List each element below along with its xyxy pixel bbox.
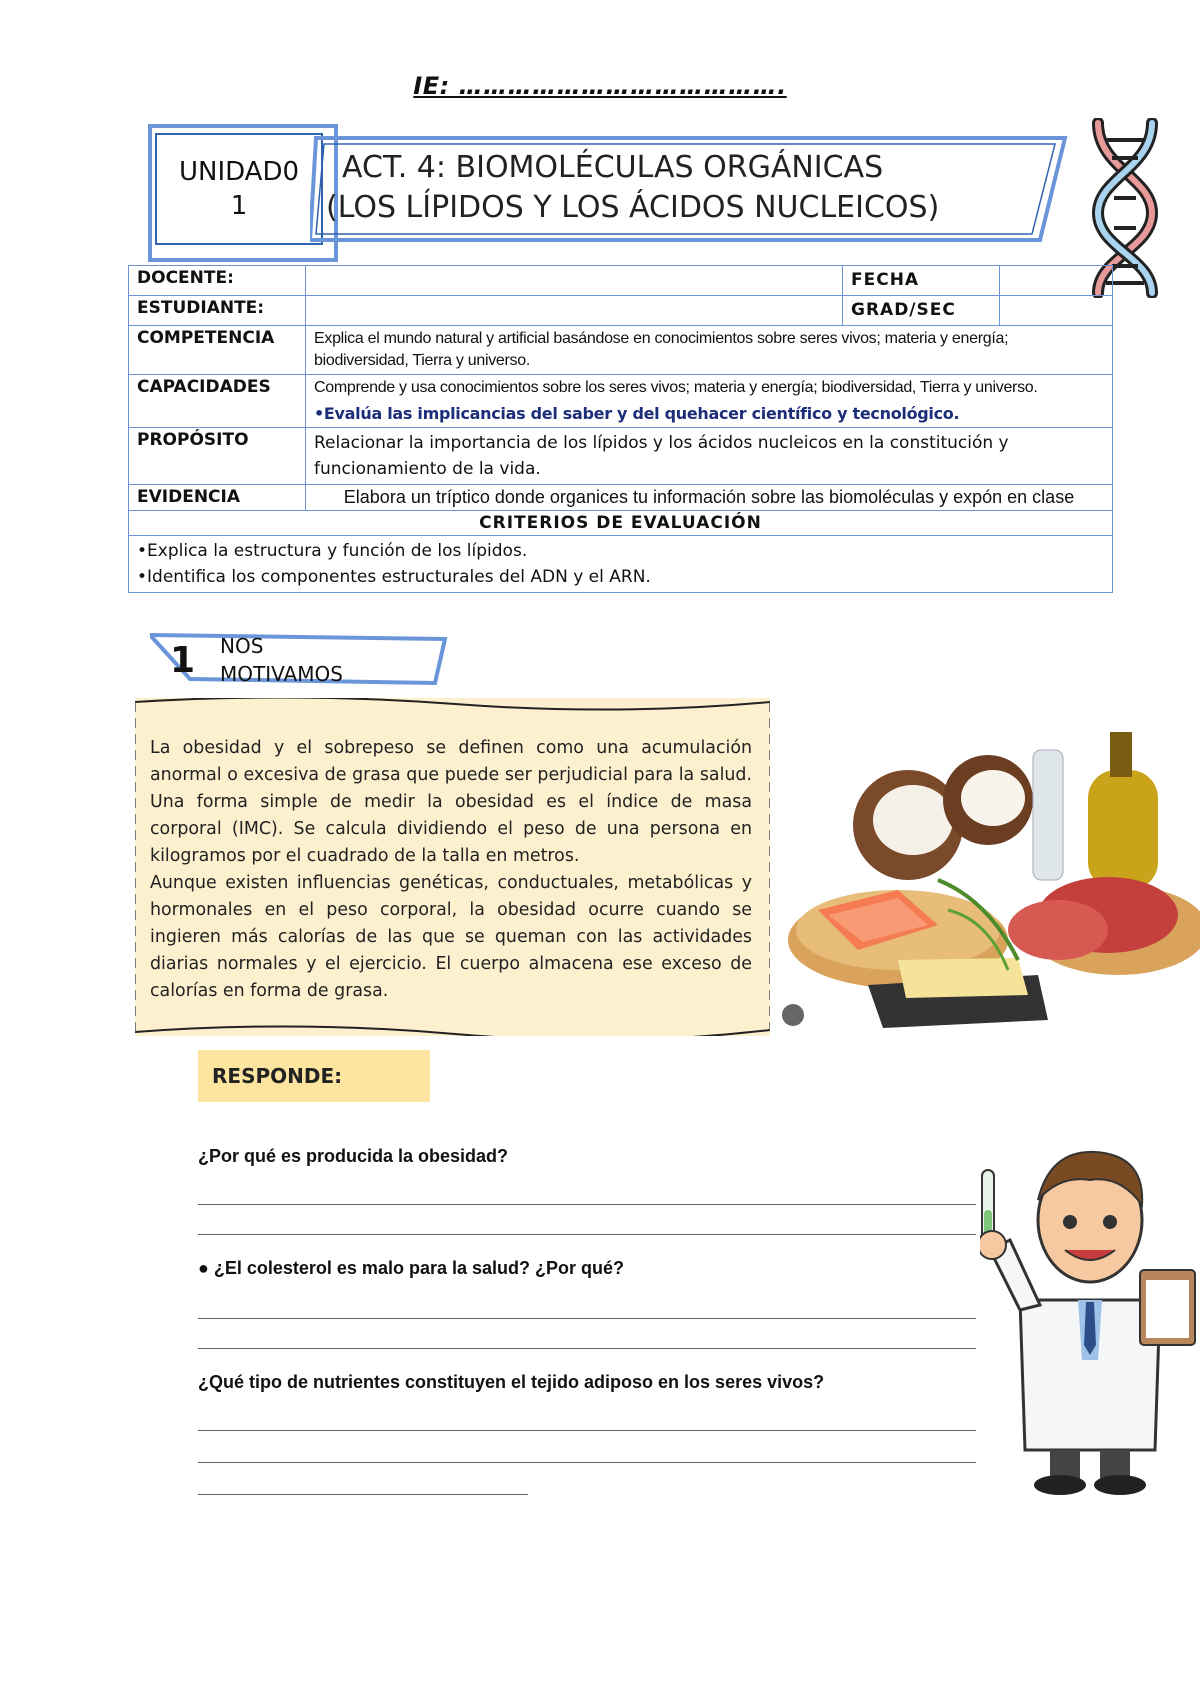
- info-table: [128, 265, 1113, 593]
- answer-line[interactable]: [198, 1234, 976, 1235]
- proposito-text: Relacionar la importancia de los lípidos y los ácidos nucleicos en la constitución y funcionamiento de la vida.: [306, 428, 1113, 485]
- answer-line[interactable]: [198, 1318, 976, 1319]
- capacidades-label: CAPACIDADES: [129, 375, 306, 428]
- fecha-value[interactable]: [1000, 266, 1113, 296]
- criterio-item: •Explica la estructura y función de los lípidos.: [137, 541, 528, 561]
- fatty-foods-image: [788, 730, 1200, 1030]
- answer-line[interactable]: [198, 1348, 976, 1349]
- unit-label: UNIDAD0: [178, 157, 300, 187]
- motivation-paragraph-1: La obesidad y el sobrepeso se definen como una acumulación anormal o excesiva de grasa que puede ser perjudicial para la salud. Una forma simple de medir la obesidad es el índice de masa corporal (IMC). Se calcula dividiendo el peso de una persona en kilogramos por el cuadrado de la talla en metros.: [150, 738, 752, 866]
- section-title-line1: NOS: [220, 634, 264, 658]
- activity-title: ACT. 4: BIOMOLÉCULAS ORGÁNICAS: [342, 150, 884, 185]
- criterios-list: [129, 536, 1113, 593]
- competencia-text: Explica el mundo natural y artificial basándose en conocimientos sobre seres vivos; materia y energía; biodiversidad, Tierra y universo.: [306, 326, 1113, 375]
- question-1: ¿Por qué es producida la obesidad?: [198, 1146, 509, 1166]
- capacidades-bullet: •Evalúa las implicancias del saber y del quehacer científico y tecnológico.: [314, 404, 960, 423]
- motivation-text: [150, 735, 752, 1005]
- unit-number: 1: [230, 191, 248, 221]
- motivation-paragraph-2: Aunque existen influencias genéticas, conductuales, metabólicas y hormonales en el peso corporal, la obesidad ocurre cuando se ingieren más calorías de las que se queman con las actividades diarias normales y el ejercicio. El cuerpo almacena ese exceso de calorías en forma de grasa.: [150, 873, 752, 1001]
- activity-subtitle: (LOS LÍPIDOS Y LOS ÁCIDOS NUCLEICOS): [326, 190, 940, 225]
- question-3: ¿Qué tipo de nutrientes constituyen el tejido adiposo en los seres vivos?: [198, 1372, 825, 1392]
- gradsec-value[interactable]: [1000, 296, 1113, 326]
- estudiante-label: ESTUDIANTE:: [129, 296, 306, 326]
- question-2: ● ¿El colesterol es malo para la salud? ¿Por qué?: [198, 1258, 624, 1278]
- answer-line[interactable]: [198, 1494, 528, 1495]
- docente-value[interactable]: [306, 266, 843, 296]
- answer-line[interactable]: [198, 1462, 976, 1463]
- capacidades-text: Comprende y usa conocimientos sobre los seres vivos; materia y energía; biodiversidad, Tierra y universo.: [314, 379, 1038, 396]
- fecha-label: FECHA: [843, 266, 1000, 296]
- section-title: [220, 632, 343, 688]
- estudiante-value[interactable]: [306, 296, 843, 326]
- competencia-label: COMPETENCIA: [129, 326, 306, 375]
- ie-line: IE: ………………………………….: [413, 72, 787, 100]
- answer-line[interactable]: [198, 1430, 976, 1431]
- responde-label: RESPONDE:: [212, 1064, 343, 1088]
- criterio-item: •Identifica los componentes estructurales del ADN y el ARN.: [137, 567, 651, 587]
- unit-box: [155, 133, 323, 245]
- capacidades-cell: [306, 375, 1113, 428]
- evidencia-label: EVIDENCIA: [129, 485, 306, 511]
- docente-label: DOCENTE:: [129, 266, 306, 296]
- proposito-label: PROPÓSITO: [129, 428, 306, 485]
- evidencia-text: Elabora un tríptico donde organices tu información sobre las biomoléculas y expón en clase: [306, 485, 1113, 511]
- scientist-illustration: [980, 1130, 1200, 1500]
- watermark-icon: [782, 1004, 804, 1026]
- answer-line[interactable]: [198, 1204, 976, 1205]
- gradsec-label: GRAD/SEC: [843, 296, 1000, 326]
- section-title-line2: MOTIVAMOS: [220, 662, 343, 686]
- section-number: 1: [170, 640, 196, 681]
- criterios-heading: CRITERIOS DE EVALUACIÓN: [129, 511, 1113, 536]
